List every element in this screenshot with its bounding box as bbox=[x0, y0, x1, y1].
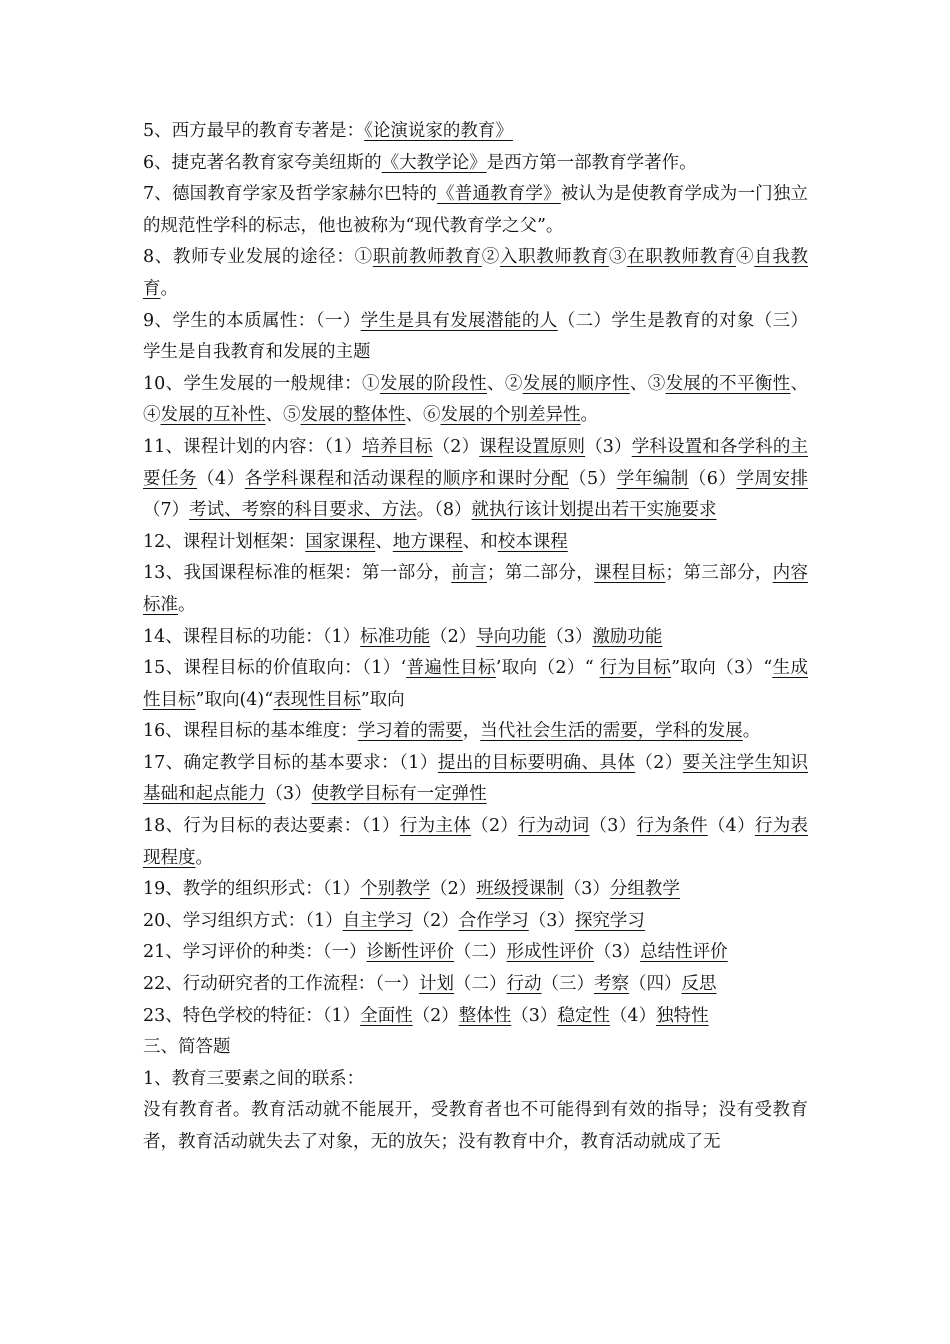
text-segment: ② bbox=[481, 247, 500, 268]
text-segment: （二）学生是教育的对象（三）学生是自我教育和发展的主题 bbox=[143, 310, 809, 363]
text-segment: 没有教育者。教育活动就不能展开，受教育者也不可能得到有效的指导；没有受教育者，教育活动就失去了对象，无的放矢；没有教育中介，教育活动就成了无 bbox=[143, 1100, 808, 1152]
text-segment: （2） bbox=[471, 816, 519, 837]
text-segment: 、和 bbox=[462, 531, 498, 552]
paragraph bbox=[143, 527, 808, 559]
paragraph bbox=[143, 116, 808, 148]
text-segment: ③ bbox=[608, 247, 628, 268]
text-segment: ”取向（3）“ bbox=[671, 658, 773, 679]
paragraph bbox=[143, 306, 808, 369]
text-segment: 。 bbox=[160, 278, 178, 299]
text-segment: （7） bbox=[143, 500, 190, 521]
answer-underlined: 学周安排 bbox=[736, 468, 808, 489]
answer-underlined: 合作学习 bbox=[458, 910, 529, 931]
text-segment: （3） bbox=[585, 436, 632, 457]
answer-underlined: 培养目标 bbox=[362, 436, 433, 457]
paragraph bbox=[143, 148, 808, 180]
paragraph bbox=[143, 874, 808, 906]
answer-underlined: 课程目标 bbox=[594, 563, 666, 584]
text-segment: 14、课程目标的功能：（1） bbox=[143, 626, 361, 647]
text-segment: （2） bbox=[635, 752, 683, 773]
paragraph bbox=[143, 748, 808, 811]
text-segment: 。 bbox=[195, 847, 213, 868]
answer-underlined: 入职教师教育 bbox=[499, 247, 609, 268]
answer-underlined: 发展的整体性 bbox=[300, 405, 406, 426]
paragraph bbox=[143, 1064, 808, 1096]
text-segment: 23、特色学校的特征：（1） bbox=[143, 1005, 361, 1026]
answer-underlined: 自我教育 bbox=[143, 247, 809, 299]
answer-underlined: 在职教师教育 bbox=[627, 247, 737, 268]
text-segment: 、④ bbox=[143, 373, 809, 426]
text-segment: 21、学习评价的种类：（一） bbox=[143, 942, 367, 963]
answer-underlined: 计划 bbox=[419, 974, 455, 995]
paragraph bbox=[143, 179, 808, 242]
answer-underlined: 分组教学 bbox=[609, 879, 680, 900]
text-segment: （3） bbox=[589, 816, 637, 837]
paragraph bbox=[143, 1001, 808, 1033]
paragraph bbox=[143, 811, 808, 874]
answer-underlined: 考试、考察的科目要求、方法 bbox=[189, 500, 417, 521]
answer-underlined: 内容标准 bbox=[143, 563, 809, 615]
answer-underlined: 发展的不平衡性 bbox=[665, 373, 791, 394]
text-segment: 18、行为目标的表达要素：（1） bbox=[143, 816, 400, 837]
answer-underlined: 行为主体 bbox=[399, 816, 472, 837]
text-segment: （2） bbox=[432, 436, 480, 457]
text-segment: 、 bbox=[375, 531, 393, 552]
text-segment: 11、课程计划的内容：（1） bbox=[143, 436, 363, 457]
text-segment: 、⑥ bbox=[405, 405, 441, 426]
paragraph bbox=[143, 716, 808, 748]
text-segment: （2） bbox=[412, 910, 459, 931]
answer-underlined: 总结性评价 bbox=[640, 942, 728, 963]
text-segment: 1、教育三要素之间的联系： bbox=[143, 1068, 365, 1089]
text-segment: 。 bbox=[580, 405, 598, 426]
document-body bbox=[143, 116, 808, 1159]
paragraph bbox=[143, 369, 808, 432]
text-segment: 5、西方最早的教育专著是： bbox=[143, 121, 365, 141]
answer-underlined: 导向功能 bbox=[476, 626, 547, 647]
answer-underlined: 标准功能 bbox=[360, 626, 431, 647]
text-segment: （3） bbox=[511, 1005, 558, 1026]
answer-underlined: 各学科课程和活动课程的顺序和课时分配 bbox=[244, 468, 570, 489]
answer-underlined: 《普通教育学》 bbox=[437, 184, 561, 205]
text-segment: 16、课程目标的基本维度： bbox=[143, 721, 358, 742]
answer-underlined: 自主学习 bbox=[342, 910, 413, 931]
answer-underlined: 要关注学生知识基础和起点能力 bbox=[143, 752, 809, 805]
text-segment: （4） bbox=[197, 468, 245, 489]
answer-underlined: 行为动词 bbox=[518, 816, 590, 837]
text-segment: 三、简答题 bbox=[143, 1037, 231, 1058]
answer-underlined: 独特性 bbox=[656, 1005, 709, 1026]
text-segment: 7、德国教育学家及哲学家赫尔巴特的 bbox=[143, 184, 438, 205]
paragraph bbox=[143, 1095, 808, 1158]
paragraph bbox=[143, 242, 808, 305]
paragraph bbox=[143, 937, 808, 969]
paragraph bbox=[143, 1032, 808, 1064]
text-segment: ， bbox=[462, 721, 481, 742]
paragraph bbox=[143, 432, 808, 527]
text-segment: （2） bbox=[412, 1005, 459, 1026]
answer-underlined: 探究学习 bbox=[574, 910, 645, 931]
text-segment: 13、我国课程标准的框架：第一部分， bbox=[143, 563, 452, 584]
answer-underlined: 全面性 bbox=[360, 1005, 413, 1026]
text-segment: 8、教师专业发展的途径：① bbox=[143, 247, 373, 268]
text-segment: ；第三部分， bbox=[665, 563, 773, 584]
text-segment: （3） bbox=[528, 910, 575, 931]
answer-underlined: 学科设置和各学科的主要任务 bbox=[143, 436, 809, 489]
text-segment: 被认为是使教育学成为一门独立的规范性学科的标志，他也被称为“现代教育学之父”。 bbox=[143, 184, 808, 236]
answer-underlined: 诊断性评价 bbox=[366, 942, 455, 963]
answer-underlined: 校本课程 bbox=[497, 531, 568, 552]
answer-underlined: 激励功能 bbox=[592, 626, 663, 647]
answer-underlined: 个别教学 bbox=[360, 879, 431, 900]
text-segment: 是西方第一部教育学著作。 bbox=[486, 152, 697, 173]
text-segment: 。 bbox=[742, 721, 761, 742]
answer-underlined: 《大教学论》 bbox=[381, 152, 487, 173]
answer-underlined: 考察 bbox=[594, 974, 630, 995]
text-segment: ’取向（2）“ bbox=[495, 658, 600, 679]
answer-underlined: 行为条件 bbox=[636, 816, 708, 837]
text-segment: 17、确定教学目标的基本要求：（1） bbox=[143, 752, 438, 773]
text-segment: 。 bbox=[178, 594, 196, 615]
answer-underlined: 普遍性目标 bbox=[406, 658, 496, 679]
text-segment: 20、学习组织方式：（1） bbox=[143, 910, 343, 931]
text-segment: ”取向 bbox=[360, 689, 405, 710]
text-segment: 22、行动研究者的工作流程：（一） bbox=[143, 974, 420, 995]
text-segment: 19、教学的组织形式：（1） bbox=[143, 879, 361, 900]
answer-underlined: 形成性评价 bbox=[506, 942, 595, 963]
answer-underlined: 发展的顺序性 bbox=[522, 373, 630, 394]
answer-underlined: 学生是具有发展潜能的人 bbox=[360, 310, 558, 331]
text-segment: （5） bbox=[569, 468, 617, 489]
text-segment: 12、课程计划框架： bbox=[143, 531, 306, 552]
answer-underlined: 生成性目标 bbox=[143, 658, 809, 710]
text-segment: （4） bbox=[609, 1005, 657, 1026]
answer-underlined: 《论演说家的教育》 bbox=[364, 121, 513, 141]
text-segment: （2） bbox=[430, 626, 477, 647]
answer-underlined: 课程设置原则 bbox=[479, 436, 586, 457]
text-segment: （二） bbox=[454, 942, 507, 963]
answer-underlined: 反思 bbox=[681, 974, 717, 995]
answer-underlined: 当代社会生活的需要，学科的发展 bbox=[480, 721, 743, 742]
text-segment: （3） bbox=[265, 784, 312, 805]
answer-underlined: 学习着的需要 bbox=[357, 721, 463, 742]
answer-underlined: 前言 bbox=[451, 563, 487, 584]
answer-underlined: 表现性目标 bbox=[273, 689, 361, 710]
answer-underlined: 国家课程 bbox=[305, 531, 376, 552]
answer-underlined: 就执行该计划提出若干实施要求 bbox=[471, 500, 717, 521]
paragraph bbox=[143, 558, 808, 621]
answer-underlined: 整体性 bbox=[458, 1005, 512, 1026]
text-segment: （四） bbox=[629, 974, 682, 995]
text-segment: （3） bbox=[546, 626, 593, 647]
paragraph bbox=[143, 969, 808, 1001]
text-segment: （2） bbox=[430, 879, 477, 900]
text-segment: 、⑤ bbox=[265, 405, 301, 426]
text-segment: （三） bbox=[541, 974, 595, 995]
paragraph bbox=[143, 622, 808, 654]
text-segment: 10、学生发展的一般规律：① bbox=[143, 373, 380, 394]
text-segment: 15、课程目标的价值取向：（1）‘ bbox=[143, 658, 407, 679]
answer-underlined: 提出的目标要明确、具体 bbox=[437, 752, 636, 773]
text-segment: ④ bbox=[736, 247, 755, 268]
answer-underlined: 使教学目标有一定弹性 bbox=[311, 784, 487, 805]
text-segment: ”取向(4)“ bbox=[195, 689, 274, 710]
answer-underlined: 地方课程 bbox=[392, 531, 463, 552]
text-segment: 9、学生的本质属性：（一） bbox=[143, 310, 361, 331]
answer-underlined: 行为表现程度 bbox=[143, 816, 809, 868]
text-segment: （3） bbox=[563, 879, 610, 900]
text-segment: （4） bbox=[707, 816, 755, 837]
answer-underlined: 学年编制 bbox=[616, 468, 689, 489]
answer-underlined: 班级授课制 bbox=[476, 879, 564, 900]
paragraph bbox=[143, 906, 808, 938]
text-segment: 、③ bbox=[629, 373, 666, 394]
answer-underlined: 发展的阶段性 bbox=[379, 373, 487, 394]
text-segment: （6） bbox=[688, 468, 737, 489]
answer-underlined: 发展的个别差异性 bbox=[440, 405, 581, 426]
paragraph bbox=[143, 653, 808, 716]
answer-underlined: 稳定性 bbox=[557, 1005, 610, 1026]
text-segment: 6、捷克著名教育家夸美纽斯的 bbox=[143, 152, 382, 173]
answer-underlined: 行动 bbox=[506, 974, 542, 995]
answer-underlined: 发展的互补性 bbox=[160, 405, 266, 426]
text-segment: 、② bbox=[487, 373, 523, 394]
text-segment: ；第二部分， bbox=[487, 563, 595, 584]
answer-underlined: 行为目标 bbox=[599, 658, 672, 679]
text-segment: 。（8） bbox=[416, 500, 472, 521]
text-segment: （3） bbox=[594, 942, 641, 963]
answer-underlined: 职前教师教育 bbox=[372, 247, 482, 268]
text-segment: （二） bbox=[454, 974, 507, 995]
